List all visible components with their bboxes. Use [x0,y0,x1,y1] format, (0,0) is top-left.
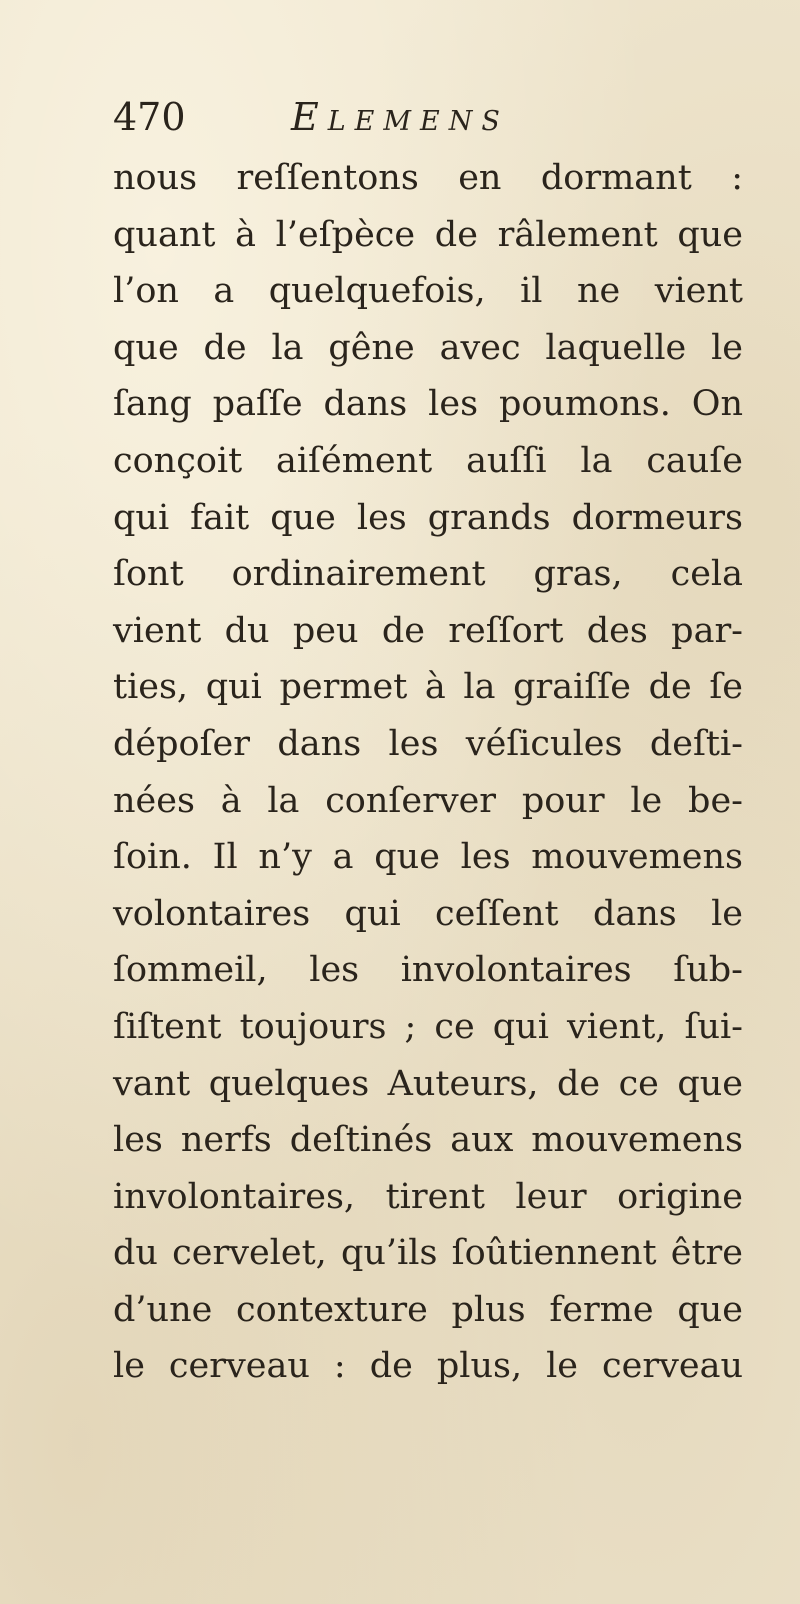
text-line: nous reſſentons en dormant : [113,158,743,198]
text-line: involontaires, tirent leur origine [113,1176,743,1217]
text-line: ſang paſſe dans les poumons. On [113,384,743,425]
text-line: volontaires qui ceſſent dans le [113,893,743,934]
text-line: du cervelet, qu’ils ſoûtiennent être [113,1233,743,1274]
text-line: vient du peu de reſſort des par- [113,610,743,651]
text-line: les nerfs deſtinés aux mouvemens [113,1120,743,1161]
page-number: 470 [113,95,186,139]
text-line: ties, qui permet à la graiſſe de ſe [113,667,743,708]
text-line: qui fait que les grands dormeurs [113,497,743,538]
text-line: quant à l’eſpèce de râlement que [113,214,743,255]
body-text [113,150,743,1395]
text-line: vant quelques Auteurs, de ce que [113,1063,743,1104]
text-line: ſont ordinairement gras, cela [113,554,743,595]
text-line: l’on a quelquefois, il ne vient [113,271,743,312]
text-line: nées à la conſerver pour le be- [113,780,743,821]
text-line: conçoit aiſément auſſi la cauſe [113,440,743,481]
text-line: dépoſer dans les véſicules deſti- [113,723,743,764]
text-line: ſoin. Il n’y a que les mouvemens [113,837,743,878]
text-line: d’une contexture plus ferme que [113,1289,743,1330]
page-header [113,92,733,142]
text-line: ſommeil, les involontaires ſub- [113,950,743,991]
text-line: le cerveau : de plus, le cerveau [113,1346,743,1387]
text-line: ſiſtent toujours ; ce qui vient, ſui- [113,1006,743,1047]
text-line: que de la gêne avec laquelle le [113,327,743,368]
running-head: Elemens [291,95,509,139]
